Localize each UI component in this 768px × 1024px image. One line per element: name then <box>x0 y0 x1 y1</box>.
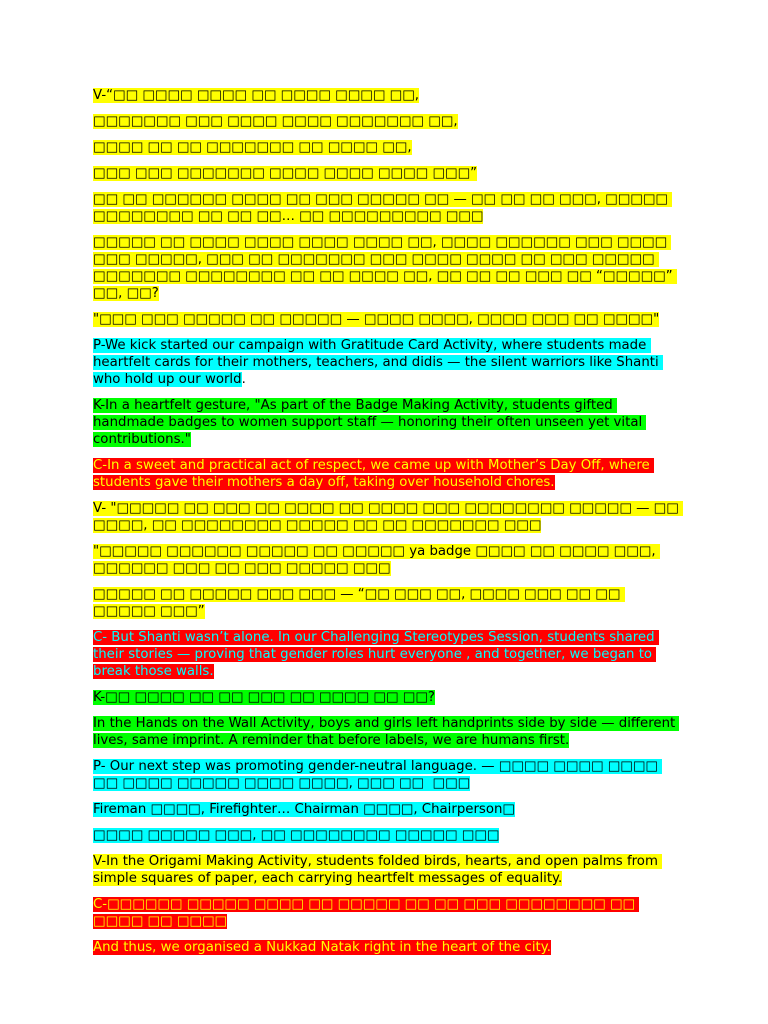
highlighted-text: □□□ □□□ □□□□□□□ □□□□ □□□□ □□□□ □□□” <box>93 166 478 181</box>
highlighted-text: C- But Shanti wasn’t alone. In our Challenging Stereotypes Session, students shared their stories — proving that gender roles hurt everyone , and together, we began to break those walls. <box>93 630 659 679</box>
highlighted-text: □□□□ □□ □□ □□□□□□□ □□ □□□□ □□, <box>93 140 412 155</box>
paragraph-8 <box>93 337 683 388</box>
highlighted-text: □□□□□ □□ □□□□□ □□□ □□□ — “□□ □□□ □□, □□□□ □□□ □□ □□ □□□□□ □□□” <box>93 587 625 619</box>
paragraph-4 <box>93 165 683 182</box>
highlighted-text: □□□□□ □□ □□□□ □□□□ □□□□ □□□□ □□, □□□□ □□□□□□ □□□ □□□□ □□□ □□□□□, □□□ □□ □□□□□□□ □□□ □□□□ □□□□ □□ □□□ □□□□□ □□□□□□□ □□□□□□□□ □□ □□ □□□□ □□, □□ □□ □□ □□□ □□ “□□□□□” □□, □□? <box>93 235 677 301</box>
highlighted-text: P-We kick started our campaign with Gratitude Card Activity, where students made heartfelt cards for their mothers, teachers, and didis — the silent warriors like Shanti who hold up our world <box>93 338 663 387</box>
paragraph-11 <box>93 500 683 534</box>
paragraph-17 <box>93 758 683 792</box>
paragraph-14 <box>93 629 683 680</box>
paragraph-20 <box>93 853 683 887</box>
paragraph-12 <box>93 543 683 577</box>
highlighted-text: Fireman □□□□, Firefighter… Chairman □□□□, Chairperson□ <box>93 802 515 817</box>
highlighted-text: V- "□□□□□ □□ □□□ □□ □□□□ □□ □□□□ □□□ □□□□□□□□ □□□□□ — □□ □□□□, □□ □□□□□□□□ □□□□□ □□ □□ □□□□□□□ □□□ <box>93 501 684 533</box>
document-body <box>93 87 683 965</box>
highlighted-text: K-In a heartfelt gesture, "As part of the Badge Making Activity, students gifted handmade badges to women support staff — honoring their often unseen yet vital contributions." <box>93 398 647 447</box>
paragraph-6 <box>93 234 683 302</box>
highlighted-text: □□ □□ □□□□□□ □□□□ □□ □□□ □□□□□ □□ — □□ □□ □□ □□□, □□□□□ □□□□□□□□ □□ □□ □□… □□ □□□□□□□□□ □□□ <box>93 192 673 224</box>
paragraph-18 <box>93 801 683 818</box>
paragraph-15 <box>93 689 683 706</box>
paragraph-19 <box>93 827 683 844</box>
highlighted-text: C-In a sweet and practical act of respect, we came up with Mother’s Day Off, where students gave their mothers a day off, taking over household chores. <box>93 458 654 490</box>
paragraph-7 <box>93 311 683 328</box>
highlighted-text: And thus, we organised a Nukkad Natak right in the heart of the city. <box>93 940 551 955</box>
paragraph-10 <box>93 457 683 491</box>
highlighted-text: K-□□ □□□□ □□ □□ □□□ □□ □□□□ □□ □□? <box>93 690 435 705</box>
highlighted-text: "□□□□□ □□□□□□ □□□□□ □□ □□□□□ ya badge □□□□ □□ □□□□ □□□, □□□□□□ □□□ □□ □□□ □□□□□ □□□ <box>93 544 660 576</box>
paragraph-2 <box>93 113 683 130</box>
paragraph-1 <box>93 87 683 104</box>
highlighted-text: □□□□□□□ □□□ □□□□ □□□□ □□□□□□□ □□, <box>93 114 458 129</box>
highlighted-text: V-In the Origami Making Activity, students folded birds, hearts, and open palms from simple squares of paper, each carrying heartfelt messages of equality. <box>93 854 663 886</box>
paragraph-16 <box>93 715 683 749</box>
highlighted-text: V-“□□ □□□□ □□□□ □□ □□□□ □□□□ □□, <box>93 88 419 103</box>
paragraph-21 <box>93 896 683 930</box>
highlighted-text: "□□□ □□□ □□□□□ □□ □□□□□ — □□□□ □□□□, □□□□ □□□ □□ □□□□" <box>93 312 660 327</box>
paragraph-9 <box>93 397 683 448</box>
trailing-text: . <box>241 372 246 387</box>
paragraph-22 <box>93 939 683 956</box>
paragraph-13 <box>93 586 683 620</box>
highlighted-text: In the Hands on the Wall Activity, boys and girls left handprints side by side — different lives, same imprint. A reminder that before labels, we are humans first. <box>93 716 680 748</box>
highlighted-text: C-□□□□□□ □□□□□ □□□□ □□ □□□□□ □□ □□ □□□ □□□□□□□□ □□ □□□□ □□ □□□□ <box>93 897 640 929</box>
paragraph-5 <box>93 191 683 225</box>
paragraph-3 <box>93 139 683 156</box>
highlighted-text: □□□□ □□□□□ □□□, □□ □□□□□□□□ □□□□□ □□□ <box>93 828 500 843</box>
highlighted-text: P- Our next step was promoting gender-neutral language. — □□□□ □□□□ □□□□ □□ □□□□ □□□□□ □□□□ □□□□, □□□ □□ □□□ <box>93 759 663 791</box>
